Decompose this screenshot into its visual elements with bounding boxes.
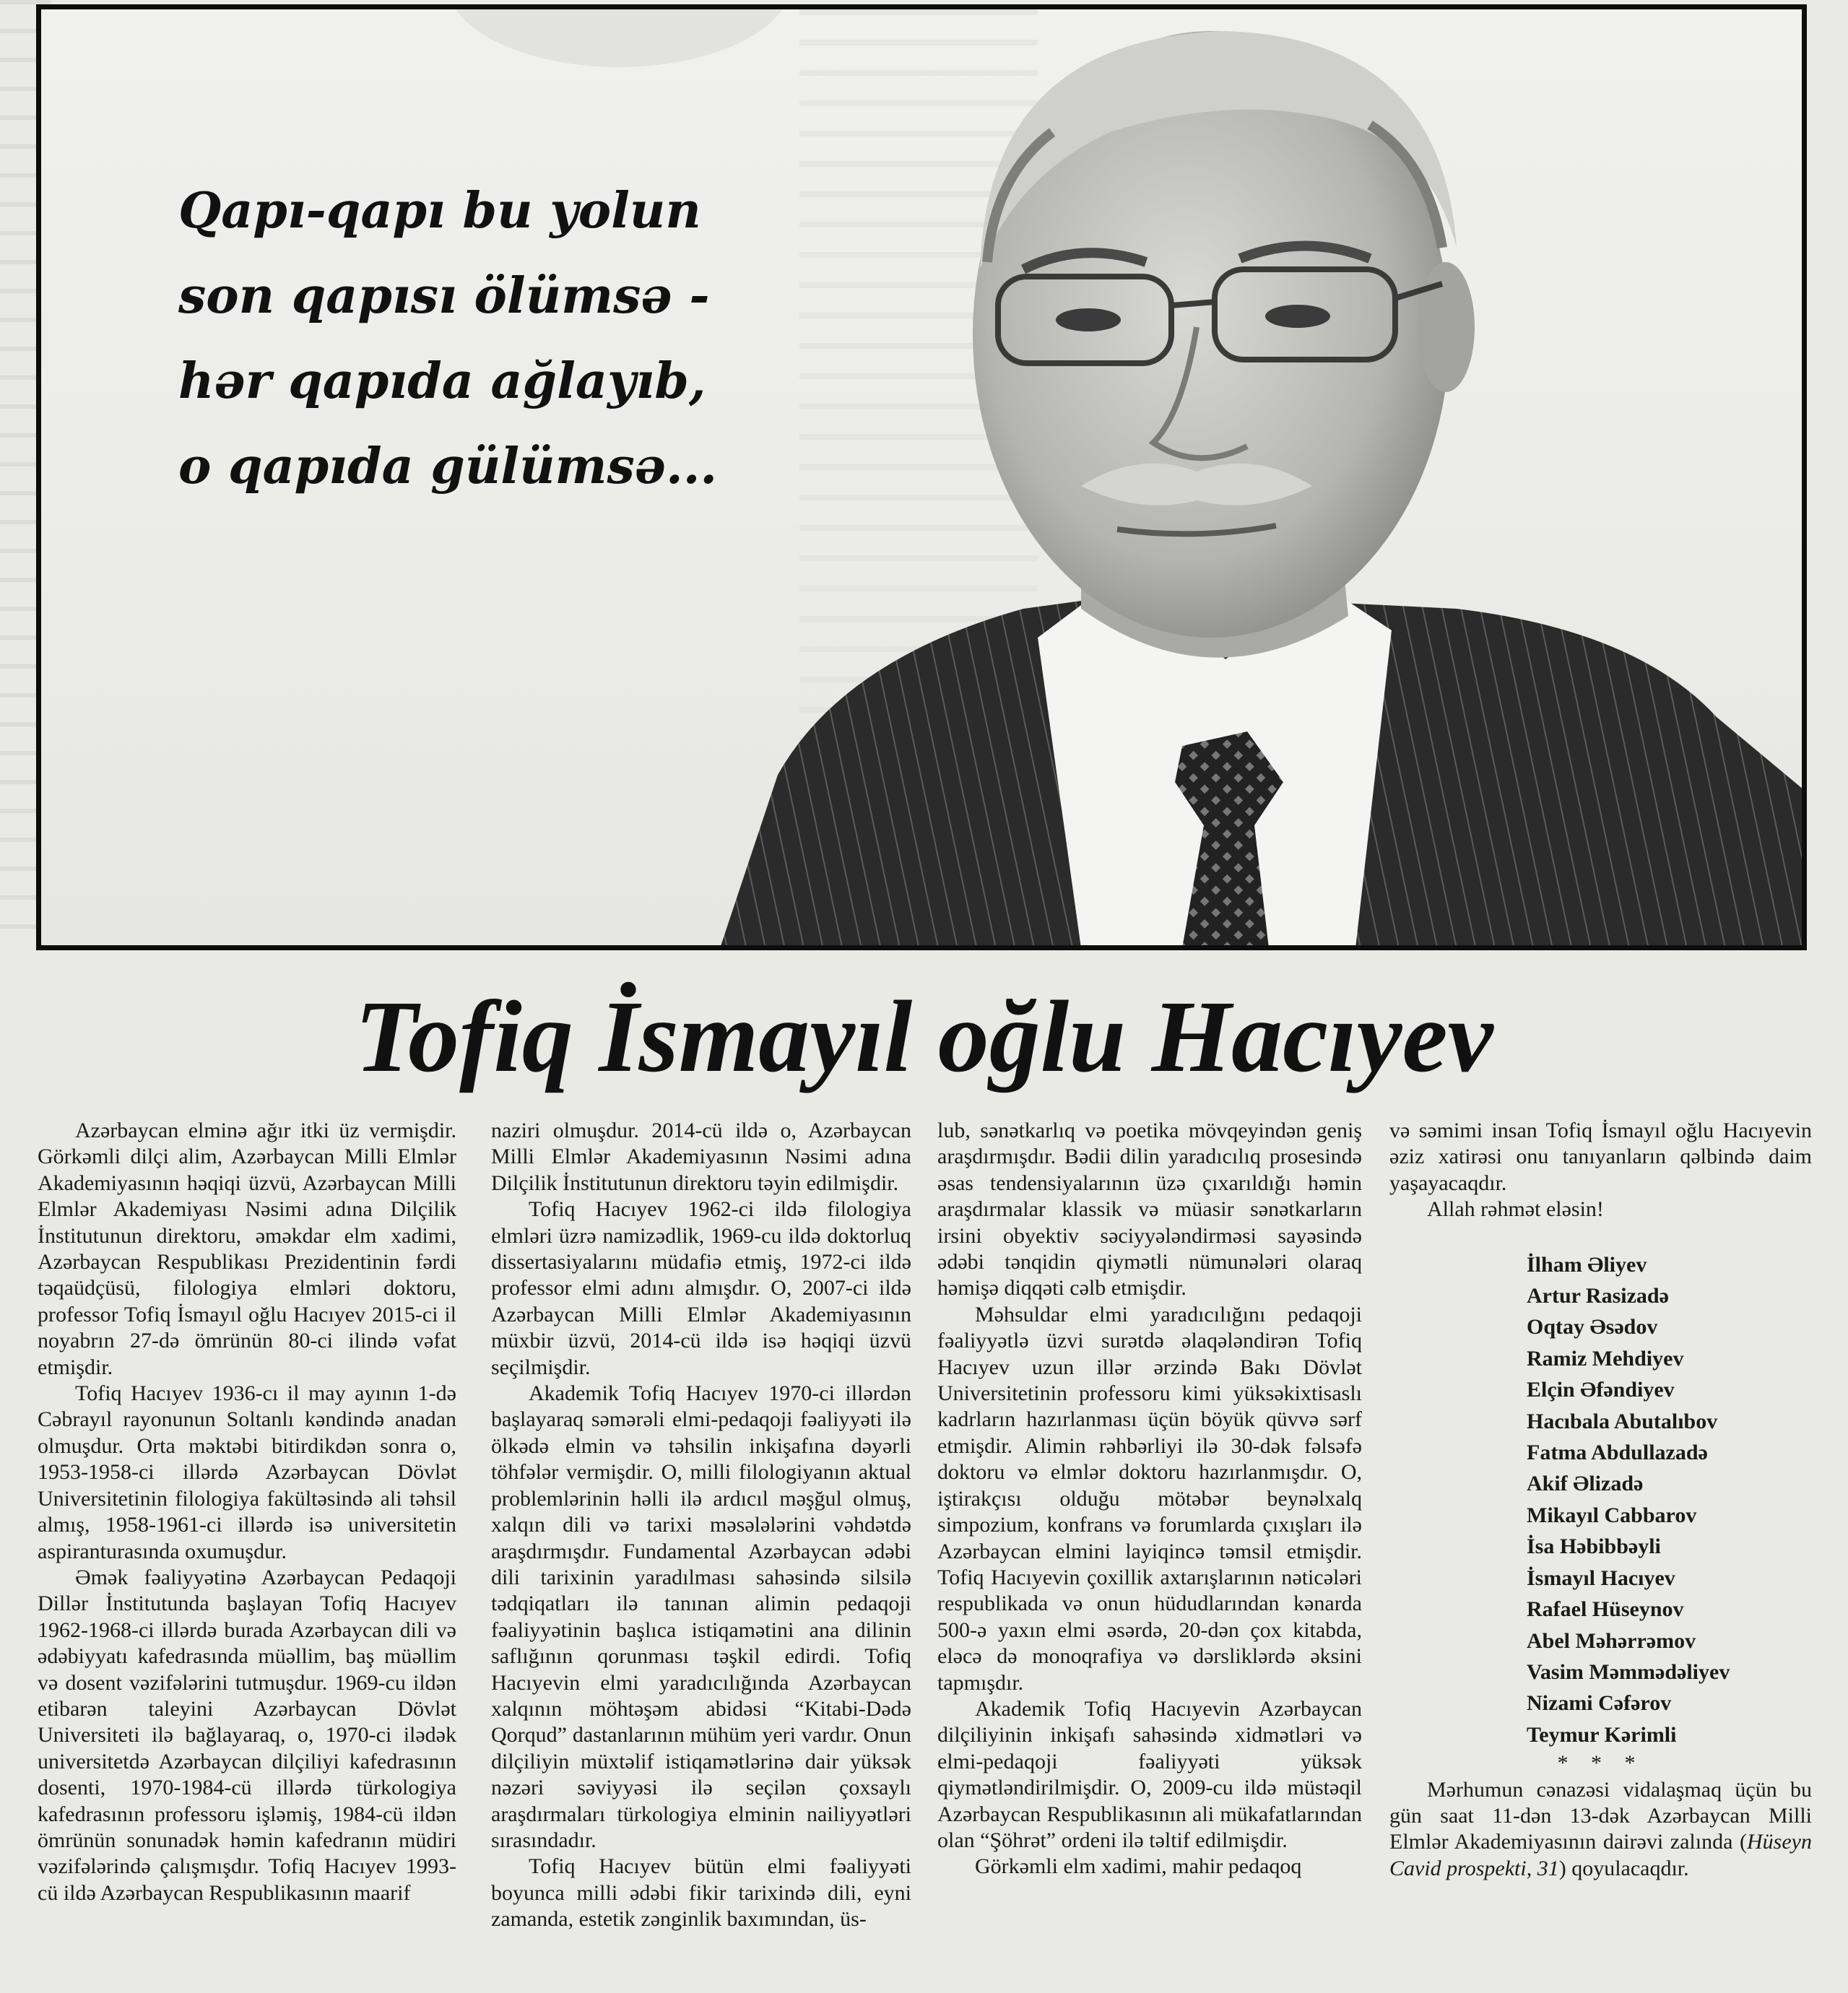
signer-name: Teymur Kərimli [1527, 1722, 1677, 1747]
funeral-notice-text: Mərhumun cənazəsi vidalaşmaq üçün bu gün saat 11-dən 13-dək Azərbaycan Milli Elmlər Akademiyasının dairəvi zalında ( [1389, 1777, 1812, 1854]
paragraph: Əmək fəaliyyətinə Azərbaycan Pedaqoji Dillər İnstitutunda başlayan Tofiq Hacıyev 1962-1968-ci illərdə burada Azərbaycan dili və ədəbiyyatı kafedrasında müəllim, baş müəllim və dosent vəzifələrini tutmuşdur. 1969-cu ildən etibarən taleyini Azərbaycan Dövlət Universiteti ilə bağlayaraq, o, 1970-ci ilədək universitetdə Azərbaycan dilçiliyi kafedrasının dosenti, 1970-1984-cü illərdə türkologiya kafedrasının professoru işləmiş, 1984-cü ildən ömrünün sonunadək həmin kafedranın müdiri vəzifələrində çalışmışdır. Tofiq Hacıyev 1993-cü ildə Azərbaycan Respublikasının maarif [38, 1565, 456, 1905]
portrait-photo [677, 9, 1803, 948]
section-separator: * * * [1557, 1751, 1644, 1776]
signer-name: Hacıbala Abutalıbov [1527, 1409, 1718, 1433]
paragraph: naziri olmuşdur. 2014-cü ildə o, Azərbaycan Milli Elmlər Akademiyasının Nəsimi adına Dilçilik İnstitutunun direktoru təyin edilmişdir. [491, 1119, 911, 1195]
signers-list [1527, 1249, 1812, 1751]
paragraph: Tofiq Hacıyev bütün elmi fəaliyyəti boyunca milli ədəbi fikir tarixində dili, eyni zamanda, estetik zənginlik baxımından, üs- [491, 1854, 911, 1932]
signer-name: Vasim Məmmədəliyev [1527, 1659, 1730, 1684]
signer-name: İsa Həbibbəyli [1527, 1534, 1661, 1559]
text-column-4 [1389, 1118, 1812, 1984]
signer-name: İsmayıl Hacıyev [1527, 1566, 1675, 1590]
signer-name: Mikayıl Cabbarov [1527, 1503, 1697, 1527]
signer-name: Akif Əlizadə [1527, 1472, 1644, 1496]
signer-name: İlham Əliyev [1527, 1252, 1647, 1277]
signer-name: Ramiz Mehdiyev [1527, 1346, 1684, 1371]
quote-line: son qapısı ölümsə - [178, 267, 710, 325]
photo-frame [36, 4, 1807, 950]
funeral-notice-text-end: ) qoyulacaqdır. [1558, 1856, 1689, 1880]
farewell-line: Allah rəhmət eləsin! [1427, 1197, 1604, 1222]
funeral-address: Hüseyn Cavid prospekti, 31 [1389, 1830, 1812, 1880]
signer-name: Fatma Abdullazadə [1527, 1441, 1708, 1465]
text-column-3 [937, 1118, 1362, 1984]
signer-name: Artur Rasizadə [1527, 1284, 1669, 1308]
text-column-2 [491, 1118, 911, 1984]
funeral-notice [1389, 1777, 1812, 1883]
paragraph: Akademik Tofiq Hacıyev 1970-ci illərdən başlayaraq səmərəli elmi-pedaqoji fəaliyyəti ilə ölkədə elmin və təhsilin inkişafına dəyərli töhfələr vermişdir. O, milli filologiyanın aktual problemlərinin həlli ilə ardıcıl məşğul olmuş, xalqın dili və tarixi məsələlərini vəhdətdə araşdırmışdır. Fundamental Azərbaycan ədəbi dili tarixinin yaradılması sahəsində silsilə tədqiqatları ilə tanınan alimin pedaqoji fəaliyyətinin başlıca istiqamətini ana dilinin saflığının qorunması təşkil edirdi. Tofiq Hacıyevin elmi yaradıcılığında Azərbaycan xalqının möhtəşəm abidəsi “Kitabi-Dədə Qorqud” dastanlarının mühüm yeri vardır. Onun dilçiliyin müxtəlif istiqamətlərinə dair yüksək nəzəri səviyyəsi ilə seçilən çoxsaylı araşdırmaları türkologiya elminin nailiyyətləri sırasındadır. [491, 1381, 911, 1852]
paragraph: Azərbaycan elminə ağır itki üz vermişdir. Görkəmli dilçi alim, Azərbaycan Milli Elmlər Akademiyasının həqiqi üzvü, Azərbaycan Milli Elmlər Akademiyası Nəsimi adına Dilçilik İnstitutunun direktoru, əməkdar elm xadimi, Azərbaycan Respublikası Prezidentinin fərdi təqaüdçüsü, filologiya elmləri doktoru, professor Tofiq İsmayıl oğlu Hacıyev 2015-ci il noyabrın 27-də ömrünün 80-ci ilində vəfat etmişdir. [38, 1119, 456, 1379]
quote-line: hər qapıda ağlayıb, [178, 352, 706, 410]
deceased-name-headline: Tofiq İsmayıl oğlu Hacıyev [355, 979, 1493, 1093]
signer-name: Abel Məhərrəmov [1527, 1628, 1696, 1653]
paragraph: lub, sənətkarlıq və poetika mövqeyindən geniş araşdırmışdır. Bədii dilin yaradıcılıq prosesində əsas tendensiyalarının üzə çıxarıldığı həmin araşdırmalar klassik və müasir sənətkarların irsini obyektiv səciyyələndirməsi sayəsində ədəbi tənqidin qiymətli nümunələri olaraq həmişə diqqəti cəlb etmişdir. [937, 1119, 1362, 1301]
quote-line: Qapı-qapı bu yolun [178, 182, 701, 240]
paragraph: Tofiq Hacıyev 1962-ci ildə filologiya elmləri üzrə namizədlik, 1969-cu ildə doktorluq dissertasiyalarını müdafiə etmiş, 1972-ci ildə professor elmi adını almışdır. O, 2007-ci ildə Azərbaycan Milli Elmlər Akademiyasının müxbir üzvü, 2014-cü ildə isə həqiqi üzvü seçilmişdir. [491, 1197, 911, 1379]
quote-line: o qapıda gülümsə... [178, 438, 718, 495]
text-column-1 [38, 1118, 456, 1984]
signer-name: Oqtay Əsədov [1527, 1315, 1658, 1339]
paragraph: Məhsuldar elmi yaradıcılığını pedaqoji fəaliyyətlə üzvi surətdə əlaqələndirən Tofiq Hacıyev uzun illər ərzində Bakı Dövlət Universitetinin professoru kimi yüksəkixtisaslı kadrların hazırlanması üçün böyük qüvvə sərf etmişdir. Alimin rəhbərliyi ilə 30-dək fəlsəfə doktoru və elmlər doktoru hazırlanmışdır. O, iştirakçısı olduğu mötəbər beynəlxalq simpozium, konfrans və forumlarda çıxışları ilə Azərbaycan elmini layiqincə təmsil etmişdir. Tofiq Hacıyevin çoxillik axtarışlarının nəticələri respublikada və onun hüdudlarından kənarda 500-ə yaxın elmi əsərdə, 20-dən çox kitabda, eləcə də monoqrafiya və dərsliklərdə əksini tapmışdır. [937, 1302, 1362, 1695]
signer-name: Rafael Hüseynov [1527, 1597, 1684, 1622]
paragraph: Tofiq Hacıyev 1936-cı il may ayının 1-də Cəbrayıl rayonunun Soltanlı kəndində anadan olmuşdur. Orta məktəbi bitirdikdən sonra o, 1953-1958-ci illərdə Azərbaycan Dövlət Universitetinin filologiya fakültəsində ali təhsil almış, 1958-1961-ci illərdə isə universitetin aspiranturasında oxumuşdur. [38, 1381, 456, 1563]
paragraph: Akademik Tofiq Hacıyevin Azərbaycan dilçiliyinin inkişafı sahəsində xidmətləri və elmi-pedaqoji fəaliyyəti yüksək qiymətləndirilmişdir. O, 2009-cu ildə müstəqil Azərbaycan Respublikasının ali mükafatlarından olan “Şöhrət” ordeni ilə təltif edilmişdir. [937, 1696, 1362, 1852]
closing-paragraph: və səmimi insan Tofiq İsmayıl oğlu Hacıyevin əziz xatirəsi onu tanıyanların qəlbində daim yaşayacaqdır. [1389, 1119, 1812, 1195]
signer-name: Nizami Cəfərov [1527, 1691, 1672, 1716]
paragraph: Görkəmli elm xadimi, mahir pedaqoq [975, 1854, 1302, 1879]
signer-name: Elçin Əfəndiyev [1527, 1378, 1675, 1402]
